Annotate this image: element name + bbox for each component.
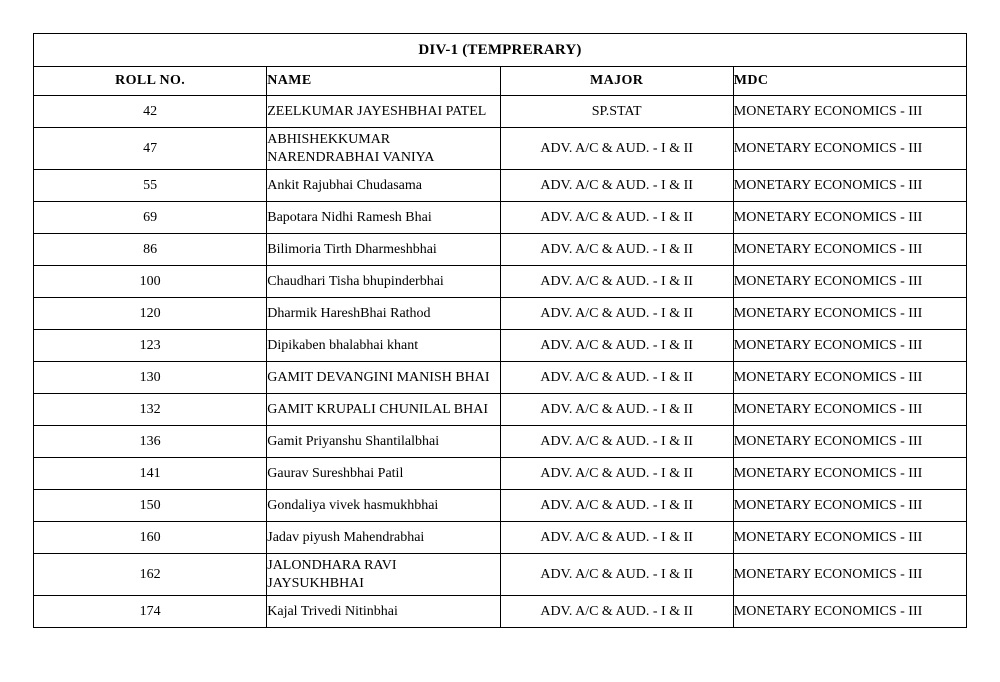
name-line-1: JALONDHARA RAVI — [267, 558, 397, 573]
cell-name: GAMIT KRUPALI CHUNILAL BHAI — [267, 394, 500, 426]
cell-mdc: MONETARY ECONOMICS - III — [733, 490, 966, 522]
cell-name: Kajal Trivedi Nitinbhai — [267, 596, 500, 628]
cell-major: ADV. A/C & AUD. - I & II — [500, 202, 733, 234]
cell-major: ADV. A/C & AUD. - I & II — [500, 128, 733, 170]
cell-major: ADV. A/C & AUD. - I & II — [500, 596, 733, 628]
cell-roll-no: 162 — [34, 554, 267, 596]
cell-name: GAMIT DEVANGINI MANISH BHAI — [267, 362, 500, 394]
cell-roll-no: 42 — [34, 96, 267, 128]
cell-major: SP.STAT — [500, 96, 733, 128]
cell-major: ADV. A/C & AUD. - I & II — [500, 394, 733, 426]
document-title: DIV-1 (TEMPRERARY) — [34, 34, 967, 67]
column-header-mdc: MDC — [733, 67, 966, 96]
cell-roll-no: 150 — [34, 490, 267, 522]
cell-mdc: MONETARY ECONOMICS - III — [733, 554, 966, 596]
cell-major: ADV. A/C & AUD. - I & II — [500, 330, 733, 362]
cell-mdc: MONETARY ECONOMICS - III — [733, 458, 966, 490]
table-row — [34, 128, 967, 170]
cell-major: ADV. A/C & AUD. - I & II — [500, 554, 733, 596]
cell-mdc: MONETARY ECONOMICS - III — [733, 394, 966, 426]
cell-major: ADV. A/C & AUD. - I & II — [500, 458, 733, 490]
cell-roll-no: 123 — [34, 330, 267, 362]
cell-roll-no: 100 — [34, 266, 267, 298]
cell-roll-no: 132 — [34, 394, 267, 426]
student-roster-table — [33, 33, 967, 628]
cell-roll-no: 69 — [34, 202, 267, 234]
cell-mdc: MONETARY ECONOMICS - III — [733, 128, 966, 170]
cell-name: Jadav piyush Mahendrabhai — [267, 522, 500, 554]
cell-roll-no: 141 — [34, 458, 267, 490]
table-row — [34, 394, 967, 426]
table-row — [34, 202, 967, 234]
cell-name: Bilimoria Tirth Dharmeshbhai — [267, 234, 500, 266]
cell-major: ADV. A/C & AUD. - I & II — [500, 298, 733, 330]
cell-name: Gondaliya vivek hasmukhbhai — [267, 490, 500, 522]
table-row — [34, 522, 967, 554]
cell-roll-no: 120 — [34, 298, 267, 330]
table-row — [34, 596, 967, 628]
column-header-name: NAME — [267, 67, 500, 96]
table-row — [34, 96, 967, 128]
cell-mdc: MONETARY ECONOMICS - III — [733, 266, 966, 298]
cell-name: Ankit Rajubhai Chudasama — [267, 170, 500, 202]
table-row — [34, 234, 967, 266]
cell-major: ADV. A/C & AUD. - I & II — [500, 234, 733, 266]
cell-major: ADV. A/C & AUD. - I & II — [500, 426, 733, 458]
cell-name: Gaurav Sureshbhai Patil — [267, 458, 500, 490]
cell-roll-no: 47 — [34, 128, 267, 170]
table-row — [34, 170, 967, 202]
table-row — [34, 330, 967, 362]
cell-major: ADV. A/C & AUD. - I & II — [500, 522, 733, 554]
name-line-2: NARENDRABHAI VANIYA — [267, 149, 435, 165]
table-row — [34, 266, 967, 298]
table-row — [34, 362, 967, 394]
cell-major: ADV. A/C & AUD. - I & II — [500, 170, 733, 202]
name-line-2: JAYSUKHBHAI — [267, 575, 364, 591]
cell-name: Dipikaben bhalabhai khant — [267, 330, 500, 362]
cell-mdc: MONETARY ECONOMICS - III — [733, 96, 966, 128]
cell-roll-no: 174 — [34, 596, 267, 628]
table-title-row — [34, 34, 967, 67]
cell-mdc: MONETARY ECONOMICS - III — [733, 170, 966, 202]
cell-name: Chaudhari Tisha bhupinderbhai — [267, 266, 500, 298]
cell-name — [267, 554, 500, 596]
table-body — [34, 34, 967, 628]
cell-name: Dharmik HareshBhai Rathod — [267, 298, 500, 330]
cell-mdc: MONETARY ECONOMICS - III — [733, 596, 966, 628]
cell-name: ZEELKUMAR JAYESHBHAI PATEL — [267, 96, 500, 128]
cell-roll-no: 130 — [34, 362, 267, 394]
cell-roll-no: 136 — [34, 426, 267, 458]
table-row — [34, 426, 967, 458]
cell-mdc: MONETARY ECONOMICS - III — [733, 522, 966, 554]
table-row — [34, 458, 967, 490]
cell-roll-no: 86 — [34, 234, 267, 266]
table-header-row — [34, 67, 967, 96]
cell-major: ADV. A/C & AUD. - I & II — [500, 362, 733, 394]
cell-major: ADV. A/C & AUD. - I & II — [500, 266, 733, 298]
cell-mdc: MONETARY ECONOMICS - III — [733, 330, 966, 362]
cell-major: ADV. A/C & AUD. - I & II — [500, 490, 733, 522]
cell-name: Bapotara Nidhi Ramesh Bhai — [267, 202, 500, 234]
cell-mdc: MONETARY ECONOMICS - III — [733, 298, 966, 330]
table-row — [34, 490, 967, 522]
cell-roll-no: 160 — [34, 522, 267, 554]
column-header-roll-no: ROLL NO. — [34, 67, 267, 96]
cell-mdc: MONETARY ECONOMICS - III — [733, 426, 966, 458]
cell-mdc: MONETARY ECONOMICS - III — [733, 202, 966, 234]
cell-mdc: MONETARY ECONOMICS - III — [733, 234, 966, 266]
cell-mdc: MONETARY ECONOMICS - III — [733, 362, 966, 394]
cell-name: Gamit Priyanshu Shantilalbhai — [267, 426, 500, 458]
table-row — [34, 554, 967, 596]
name-line-1: ABHISHEKKUMAR — [267, 132, 391, 147]
column-header-major: MAJOR — [500, 67, 733, 96]
cell-roll-no: 55 — [34, 170, 267, 202]
cell-name — [267, 128, 500, 170]
table-row — [34, 298, 967, 330]
